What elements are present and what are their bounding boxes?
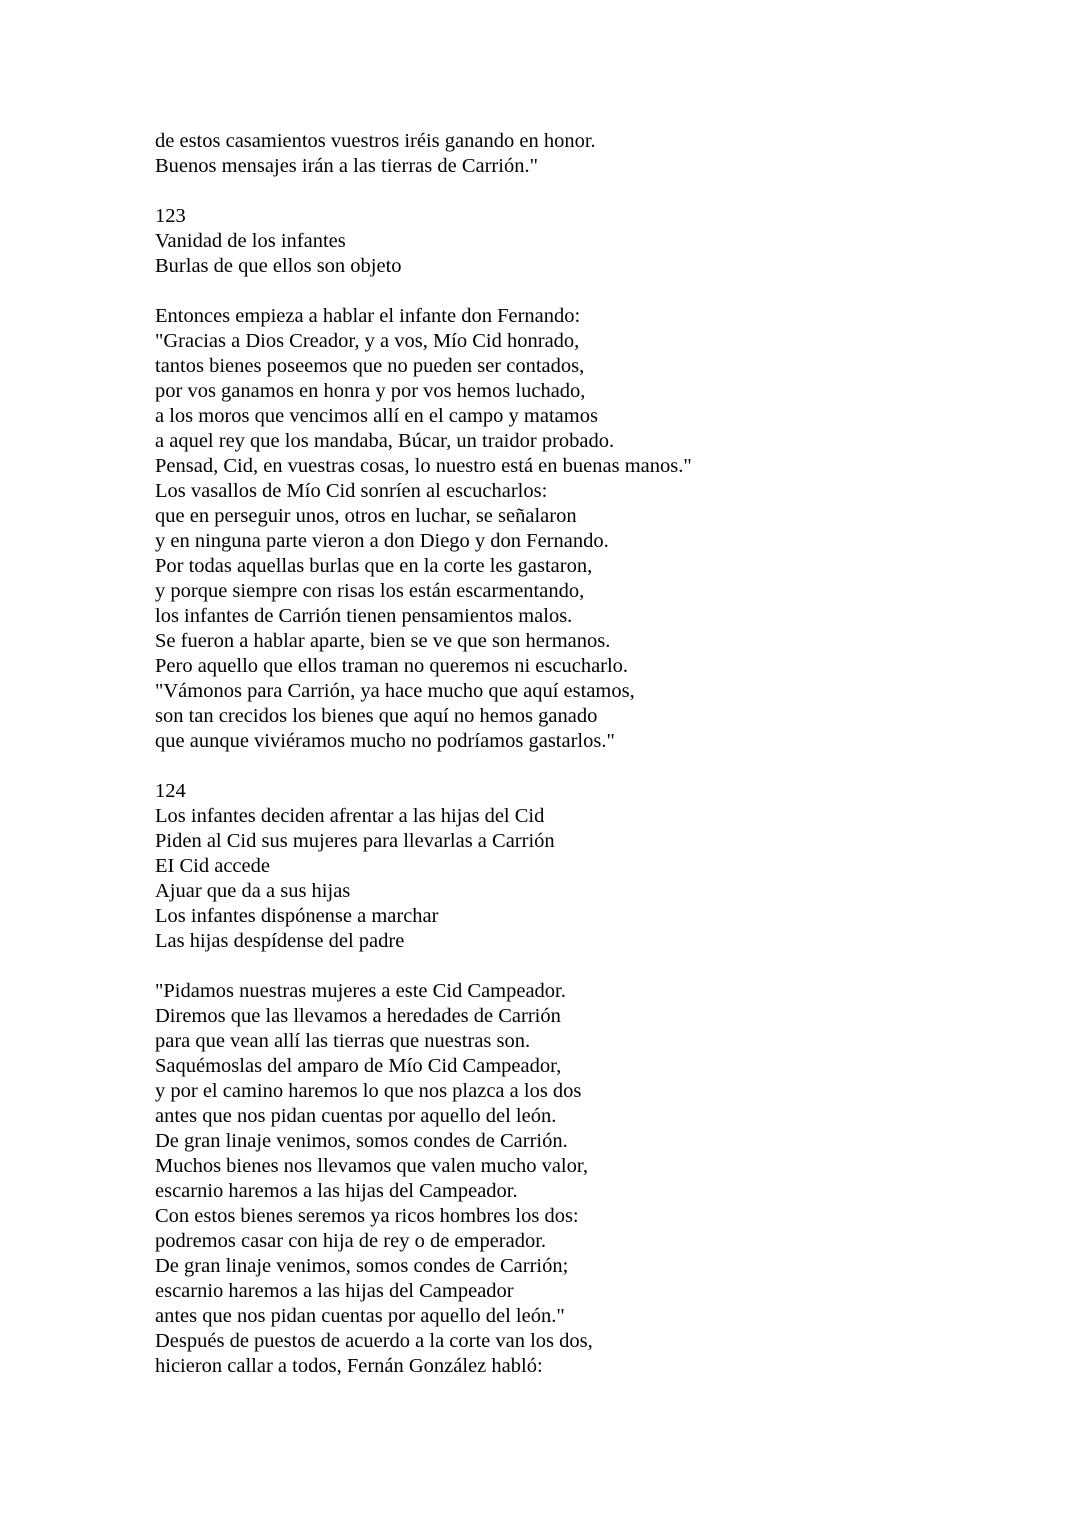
- verse-line: hicieron callar a todos, Fernán González habló:: [155, 1355, 543, 1377]
- verse-line: Los vasallos de Mío Cid sonríen al escucharlos:: [155, 480, 548, 502]
- verse-line: Pensad, Cid, en vuestras cosas, lo nuestro está en buenas manos.": [155, 455, 692, 477]
- section-heading: Burlas de que ellos son objeto: [155, 255, 402, 277]
- verse-line: que en perseguir unos, otros en luchar, se señalaron: [155, 505, 577, 527]
- section-heading: Las hijas despídense del padre: [155, 930, 405, 952]
- stanza-gap: [155, 754, 1035, 779]
- verse-line: Muchos bienes nos llevamos que valen mucho valor,: [155, 1155, 589, 1177]
- section-heading: Ajuar que da a sus hijas: [155, 880, 351, 902]
- verse-line: por vos ganamos en honra y por vos hemos luchado,: [155, 380, 586, 402]
- stanza-gap: [155, 179, 1035, 204]
- verse-line: a aquel rey que los mandaba, Búcar, un traidor probado.: [155, 430, 615, 452]
- verse-line: Se fueron a hablar aparte, bien se ve que son hermanos.: [155, 630, 611, 652]
- document-page: [155, 129, 1035, 1379]
- verse-line: escarnio haremos a las hijas del Campeador: [155, 1280, 514, 1302]
- verse-line: Pero aquello que ellos traman no queremos ni escucharlo.: [155, 655, 629, 677]
- verse-line: Después de puestos de acuerdo a la corte van los dos,: [155, 1330, 593, 1352]
- verse-line: Entonces empieza a hablar el infante don Fernando:: [155, 305, 581, 327]
- intro-line: de estos casamientos vuestros iréis ganando en honor.: [155, 130, 596, 152]
- verse-line: que aunque viviéramos mucho no podríamos gastarlos.": [155, 730, 615, 752]
- verse-line: escarnio haremos a las hijas del Campeador.: [155, 1180, 518, 1202]
- stanza-gap: [155, 954, 1035, 979]
- verse-line: Diremos que las llevamos a heredades de Carrión: [155, 1005, 561, 1027]
- section-heading: Los infantes deciden afrentar a las hijas del Cid: [155, 805, 545, 827]
- verse-line: Por todas aquellas burlas que en la corte les gastaron,: [155, 555, 593, 577]
- verse-line: antes que nos pidan cuentas por aquello del león.": [155, 1305, 565, 1327]
- verse-line: De gran linaje venimos, somos condes de Carrión;: [155, 1255, 569, 1277]
- section-number-124: 124: [155, 780, 186, 802]
- intro-line: Buenos mensajes irán a las tierras de Carrión.": [155, 155, 538, 177]
- verse-line: y porque siempre con risas los están escarmentando,: [155, 580, 585, 602]
- section-number-123: 123: [155, 205, 186, 227]
- verse-line: podremos casar con hija de rey o de emperador.: [155, 1230, 547, 1252]
- section-heading: Los infantes dispónense a marchar: [155, 905, 439, 927]
- verse-line: De gran linaje venimos, somos condes de Carrión.: [155, 1130, 568, 1152]
- verse-line: son tan crecidos los bienes que aquí no hemos ganado: [155, 705, 598, 727]
- section-heading: Vanidad de los infantes: [155, 230, 346, 252]
- verse-line: Con estos bienes seremos ya ricos hombres los dos:: [155, 1205, 579, 1227]
- verse-line: "Vámonos para Carrión, ya hace mucho que aquí estamos,: [155, 680, 635, 702]
- section-heading: EI Cid accede: [155, 855, 270, 877]
- verse-line: Saquémoslas del amparo de Mío Cid Campeador,: [155, 1055, 562, 1077]
- verse-line: y por el camino haremos lo que nos plazca a los dos: [155, 1080, 582, 1102]
- verse-line: los infantes de Carrión tienen pensamientos malos.: [155, 605, 573, 627]
- verse-line: para que vean allí las tierras que nuestras son.: [155, 1030, 531, 1052]
- verse-line: a los moros que vencimos allí en el campo y matamos: [155, 405, 598, 427]
- verse-line: y en ninguna parte vieron a don Diego y don Fernando.: [155, 530, 609, 552]
- verse-line: "Pidamos nuestras mujeres a este Cid Campeador.: [155, 980, 566, 1002]
- section-heading: Piden al Cid sus mujeres para llevarlas a Carrión: [155, 830, 555, 852]
- verse-line: "Gracias a Dios Creador, y a vos, Mío Cid honrado,: [155, 330, 580, 352]
- verse-line: antes que nos pidan cuentas por aquello del león.: [155, 1105, 557, 1127]
- verse-line: tantos bienes poseemos que no pueden ser contados,: [155, 355, 585, 377]
- stanza-gap: [155, 279, 1035, 304]
